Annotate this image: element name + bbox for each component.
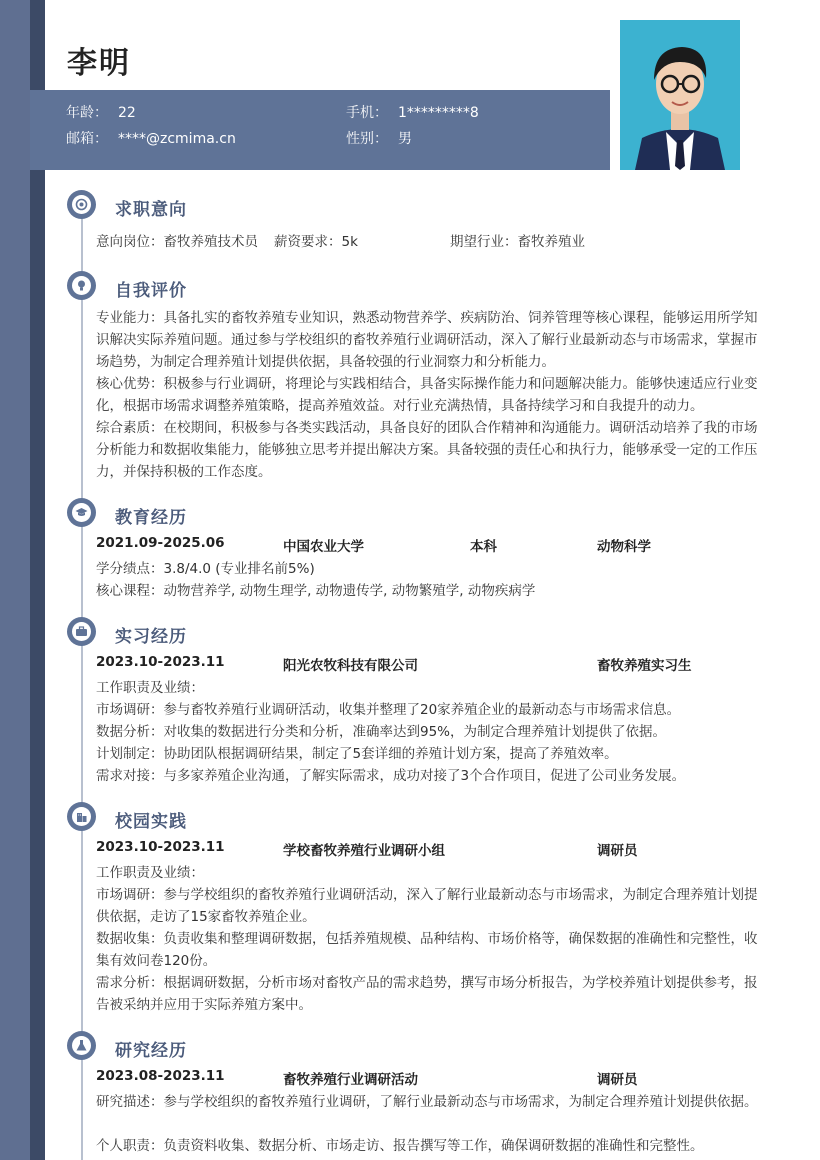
- education-degree: 本科: [470, 539, 497, 555]
- education-school: 中国农业大学: [283, 539, 364, 555]
- education-major: 动物科学: [597, 539, 651, 555]
- objective-salary: 薪资要求：5k: [274, 234, 358, 250]
- internship-line-4: 计划制定：协助团队根据调研结果，制定了5套详细的养殖计划方案，提高了养殖效率。: [96, 746, 618, 762]
- briefcase-icon: [67, 617, 96, 646]
- age-label: 年龄：: [66, 105, 108, 121]
- age-field: [66, 102, 136, 122]
- left-stripe-dark: [30, 0, 45, 1160]
- personal-info-bar: [30, 90, 610, 170]
- education-gpa: 学分绩点：3.8/4.0 (专业排名前5%): [96, 561, 315, 577]
- campus-line-1: 工作职责及业绩：: [96, 865, 204, 881]
- campus-role: 调研员: [597, 843, 638, 859]
- research-period: 2023.08-2023.11: [96, 1068, 225, 1084]
- email-label: 邮箱：: [66, 131, 108, 147]
- internship-role: 畜牧养殖实习生: [597, 658, 692, 674]
- objective-title: 求职意向: [115, 200, 187, 220]
- campus-line-3: 数据收集：负责收集和整理调研数据，包括养殖规模、品种结构、市场价格等，确保数据的准确性和完整性，收集有效问卷120份。: [96, 931, 758, 969]
- lightbulb-icon: [67, 271, 96, 300]
- self-eval-professional: 专业能力：具备扎实的畜牧养殖专业知识，熟悉动物营养学、疾病防治、饲养管理等核心课程，能够运用所学知识解决实际养殖问题。通过参与学校组织的畜牧养殖行业调研活动，深入了解行业最新动态与市场需求，掌握市场趋势，为制定合理养殖计划提供依据，具备较强的行业洞察力和分析能力。: [96, 310, 758, 370]
- campus-line-4: 需求分析：根据调研数据，分析市场对畜牧产品的需求趋势，撰写市场分析报告，为学校养殖计划提供参考，报告被采纳并应用于实际养殖方案中。: [96, 975, 758, 1013]
- internship-line-1: 工作职责及业绩：: [96, 680, 204, 696]
- research-line-1: 研究描述：参与学校组织的畜牧养殖行业调研，了解行业最新动态与市场需求，为制定合理养殖计划提供依据。: [96, 1094, 758, 1110]
- internship-line-5: 需求对接：与多家养殖企业沟通，了解实际需求，成功对接了3个合作项目，促进了公司业务发展。: [96, 768, 686, 784]
- age-value: 22: [118, 105, 136, 121]
- phone-value: 1*********8: [398, 105, 479, 121]
- flask-icon: [67, 1031, 96, 1060]
- internship-title: 实习经历: [115, 627, 187, 647]
- campus-period: 2023.10-2023.11: [96, 839, 225, 855]
- education-title: 教育经历: [115, 508, 187, 528]
- gender-label: 性别：: [346, 131, 388, 147]
- graduation-cap-icon: [67, 498, 96, 527]
- profile-photo: [620, 20, 740, 170]
- research-line-2: 个人职责：负责资料收集、数据分析、市场走访、报告撰写等工作，确保调研数据的准确性和完整性。: [96, 1138, 704, 1154]
- internship-period: 2023.10-2023.11: [96, 654, 225, 670]
- campus-title: 校园实践: [115, 812, 187, 832]
- timeline-line: [81, 205, 83, 1160]
- research-role: 调研员: [597, 1072, 638, 1088]
- phone-field: [346, 102, 479, 122]
- research-title: 研究经历: [115, 1041, 187, 1061]
- building-icon: [67, 802, 96, 831]
- research-project: 畜牧养殖行业调研活动: [283, 1072, 418, 1088]
- self-eval-title: 自我评价: [115, 281, 187, 301]
- self-eval-overall: 综合素质：在校期间，积极参与各类实践活动，具备良好的团队合作精神和沟通能力。调研活动培养了我的市场分析能力和数据收集能力，能够独立思考并提出解决方案。具备较强的责任心和执行力，能够承受一定的工作压力，并保持积极的工作态度。: [96, 420, 758, 480]
- candidate-name: 李明: [67, 46, 131, 81]
- left-stripe: [0, 0, 30, 1160]
- gender-value: 男: [398, 131, 412, 147]
- internship-line-2: 市场调研：参与畜牧养殖行业调研活动，收集并整理了20家养殖企业的最新动态与市场需求信息。: [96, 702, 681, 718]
- phone-label: 手机：: [346, 105, 388, 121]
- campus-line-2: 市场调研：参与学校组织的畜牧养殖行业调研活动，深入了解行业最新动态与市场需求，为制定合理养殖计划提供依据，走访了15家畜牧养殖企业。: [96, 887, 758, 925]
- objective-industry: 期望行业：畜牧养殖业: [450, 234, 585, 250]
- education-period: 2021.09-2025.06: [96, 535, 225, 551]
- education-courses: 核心课程：动物营养学, 动物生理学, 动物遗传学, 动物繁殖学, 动物疾病学: [96, 583, 536, 599]
- target-icon: [67, 190, 96, 219]
- gender-field: [346, 128, 412, 148]
- internship-line-3: 数据分析：对收集的数据进行分类和分析，准确率达到95%，为制定合理养殖计划提供了依据。: [96, 724, 667, 740]
- objective-position: 意向岗位：畜牧养殖技术员: [96, 234, 258, 250]
- campus-org: 学校畜牧养殖行业调研小组: [283, 843, 445, 859]
- email-field: [66, 128, 236, 148]
- internship-company: 阳光农牧科技有限公司: [283, 658, 418, 674]
- self-eval-strengths: 核心优势：积极参与行业调研，将理论与实践相结合，具备实际操作能力和问题解决能力。能够快速适应行业变化，根据市场需求调整养殖策略，提高养殖效益。对行业充满热情，具备持续学习和自我提升的动力。: [96, 376, 758, 414]
- email-value: ****@zcmima.cn: [118, 131, 236, 147]
